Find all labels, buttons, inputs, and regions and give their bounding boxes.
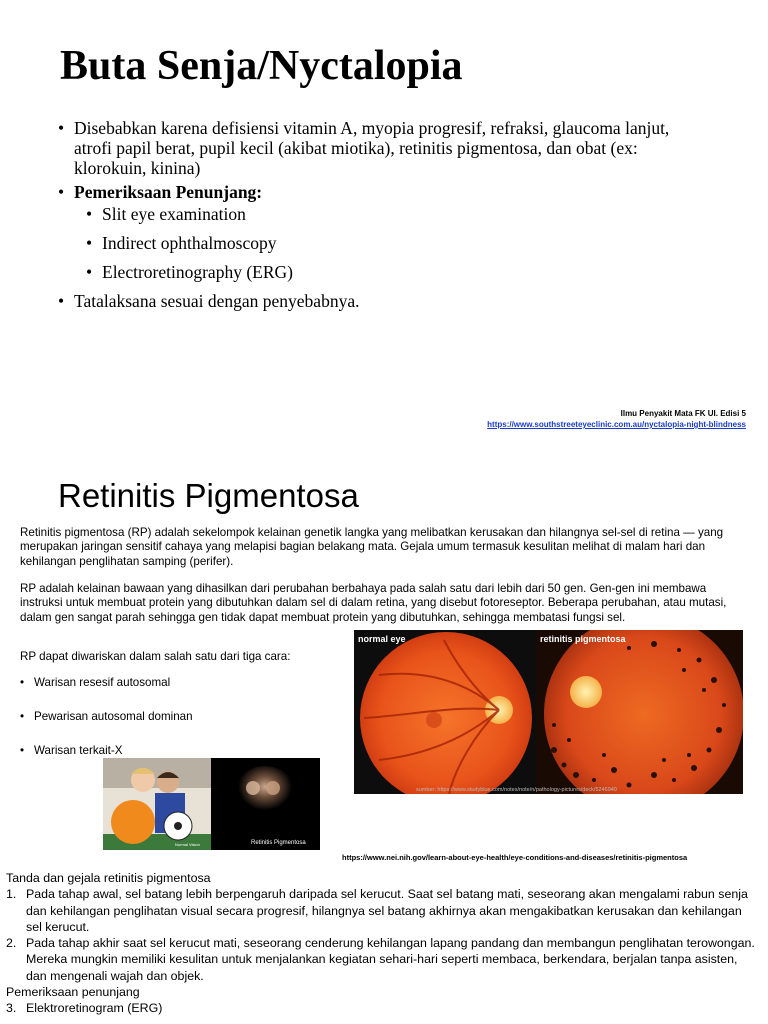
normal-vision-photo bbox=[103, 758, 211, 850]
kids-label-rp: Retinitis Pigmentosa bbox=[251, 840, 306, 846]
slide-title: Retinitis Pigmentosa bbox=[58, 477, 359, 514]
signs-list bbox=[6, 886, 756, 984]
paragraph-definition: Retinitis pigmentosa (RP) adalah sekelompok kelainan genetik langka yang melibatkan kerusakan dan hilangnya sel-sel di retina — yang merupakan jaringan sensitif cahaya yang melapisi bagian belakang mata. Gejala umum termasuk kesulitan melihat di malam hari dan kehilangan penglihatan samping (perifer). bbox=[20, 526, 724, 568]
vision-comparison-image bbox=[103, 758, 320, 850]
inheritance-item: • Warisan terkait-X bbox=[20, 744, 340, 778]
reference-link[interactable]: https://www.southstreeteyeclinic.com.au/nyctalopia-night-blindness bbox=[487, 420, 746, 429]
reference-source: Ilmu Penyakit Mata FK UI. Edisi 5 bbox=[620, 409, 746, 418]
sub-bullet: • Slit eye examination bbox=[86, 204, 708, 224]
bullet-exams-label: Pemeriksaan Penunjang: bbox=[74, 182, 263, 202]
exam-list bbox=[6, 1000, 756, 1016]
inheritance-item: • Pewarisan autosomal dominan bbox=[20, 710, 340, 744]
bullet-causes: • Disebabkan karena defisiensi vitamin A, myopia progresif, refraksi, glaucoma lanjut, atrofi papil berat, pupil kecil (akibat miotika), retinitis pigmentosa, dan obat (ex: klorokuin, kinina) bbox=[58, 118, 708, 178]
bullet-list bbox=[58, 118, 708, 315]
inheritance-item: • Warisan resesif autosomal bbox=[20, 676, 340, 710]
item-text: Pada tahap akhir saat sel kerucut mati, seseorang cenderung kehilangan lapang pandang dan membangun penglihatan terowongan. Mereka mungkin memiliki kesulitan untuk menjalankan kegiatan sehari-hari seperti membaca, berkendara, berjalan tanpa asisten, dan mengenali wajah dan objek. bbox=[26, 936, 755, 983]
item-number: 3. bbox=[6, 1001, 17, 1016]
rp-fundus bbox=[536, 630, 743, 794]
kids-label-normal: Normal Vision bbox=[175, 842, 200, 847]
item-number: 2. bbox=[6, 936, 17, 951]
slide-title: Buta Senja/Nyctalopia bbox=[60, 43, 463, 89]
fundus-source: sumber: https://www.studyblue.com/notes/note/n/pathology-pictures/deck/5246940 bbox=[416, 787, 617, 793]
signs-item bbox=[6, 935, 756, 984]
signs-title: Tanda dan gejala retinitis pigmentosa bbox=[6, 871, 211, 885]
exam-title: Pemeriksaan penunjang bbox=[6, 985, 140, 1000]
slide-nyctalopia bbox=[0, 0, 768, 440]
bullet-exams bbox=[58, 182, 708, 282]
fundus-comparison-image bbox=[354, 630, 743, 794]
sub-bullet: • Indirect ophthalmoscopy bbox=[86, 233, 708, 253]
signs-item bbox=[6, 886, 756, 935]
reference-block bbox=[487, 408, 746, 430]
nei-reference-link[interactable]: https://www.nei.nih.gov/learn-about-eye-health/eye-conditions-and-diseases/retinitis-pigmentosa bbox=[342, 853, 688, 862]
paragraph-inheritance: RP dapat diwariskan dalam salah satu dari tiga cara: bbox=[20, 650, 291, 663]
bullet-treatment: • Tatalaksana sesuai dengan penyebabnya. bbox=[58, 291, 708, 311]
item-text: Pada tahap awal, sel batang lebih berpengaruh daripada sel kerucut. Saat sel batang mati, seseorang akan mengalami rabun senja dan kehilangan penglihatan visual secara progresif, hilangnya sel batang akhirnya akan mengakibatkan kerusakan dan kehilangan sel kerucut. bbox=[26, 887, 748, 934]
fundus-label-normal: normal eye bbox=[358, 634, 406, 644]
exam-item bbox=[6, 1000, 756, 1016]
sub-bullet: • Electroretinography (ERG) bbox=[86, 262, 708, 282]
sub-bullet-list bbox=[74, 204, 708, 282]
item-text: Elektroretinogram (ERG) bbox=[26, 1001, 163, 1016]
tunnel-vision-photo bbox=[211, 758, 320, 850]
fundus-label-rp: retinitis pigmentosa bbox=[540, 634, 626, 644]
paragraph-genetics: RP adalah kelainan bawaan yang dihasilkan dari perubahan berbahaya pada salah satu dari lebih dari 50 gen. Gen-gen ini membawa instruksi untuk membuat protein yang dibutuhkan dalam sel di dalam retina, yang disebut fotoreseptor. Beberapa perubahan, atau mutasi, dalam gen sangat parah sehingga gen tidak dapat membuat protein yang dibutuhkan, sehingga membatasi fungsi sel. bbox=[20, 582, 727, 624]
slide-retinitis-pigmentosa bbox=[0, 440, 768, 1024]
item-number: 1. bbox=[6, 887, 17, 902]
signs-section bbox=[6, 870, 756, 1017]
